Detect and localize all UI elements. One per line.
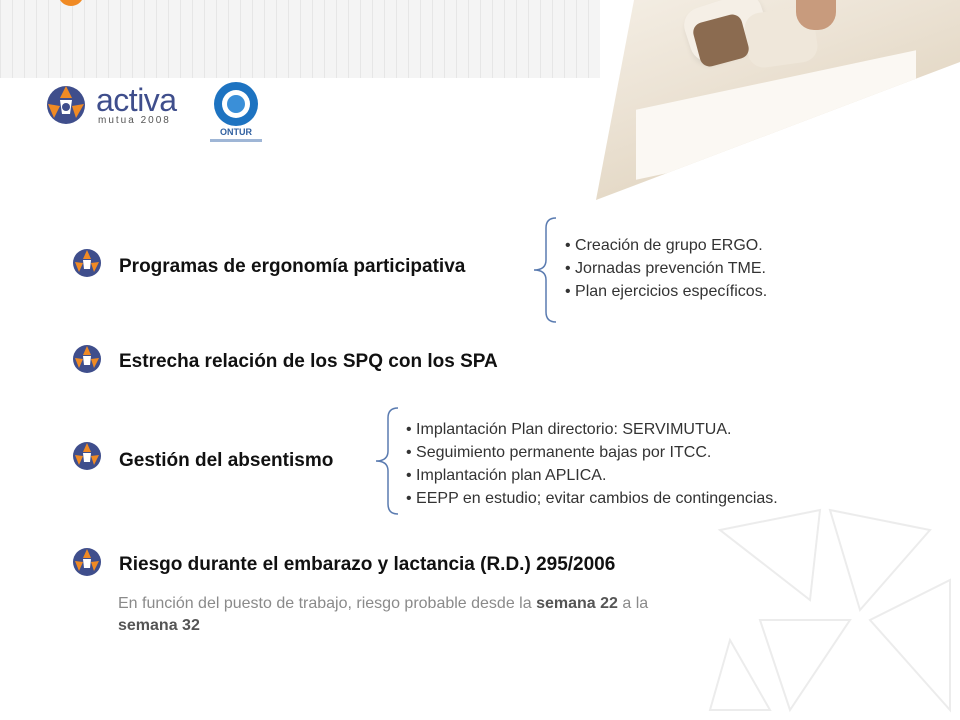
activa-logo <box>42 82 192 128</box>
ontur-logo-label: ONTUR <box>220 127 252 137</box>
section-heading: Programas de ergonomía participativa <box>119 256 466 277</box>
hero-bedroom-image <box>596 0 960 200</box>
section-heading: Estrecha relación de los SPQ con los SPA <box>119 351 498 372</box>
bullet-logo-icon <box>72 344 102 374</box>
list-item: • Plan ejercicios específicos. <box>565 280 767 303</box>
globe-icon <box>227 95 245 113</box>
ontur-logo-tagline <box>210 139 262 142</box>
section-sublist <box>565 234 767 303</box>
activa-logo-sub: mutua 2008 <box>98 115 171 126</box>
note-text: En función del puesto de trabajo, riesgo probable desde la <box>118 595 537 612</box>
hero-arm <box>796 0 836 30</box>
activa-logo-icon <box>42 84 90 126</box>
note-bold: semana 32 <box>118 617 200 634</box>
list-item: • EEPP en estudio; evitar cambios de contingencias. <box>406 487 778 510</box>
list-item: • Seguimiento permanente bajas por ITCC. <box>406 441 778 464</box>
activa-logo-name: activa <box>96 82 177 118</box>
note-bold: semana 22 <box>536 595 618 612</box>
hero-sheet <box>636 50 916 180</box>
ontur-logo <box>210 82 262 146</box>
bullet-logo-icon <box>72 248 102 278</box>
list-item: • Creación de grupo ERGO. <box>565 234 767 257</box>
bullet-logo-icon <box>72 547 102 577</box>
list-item: • Implantación Plan directorio: SERVIMUTUA. <box>406 418 778 441</box>
brace-icon <box>372 406 402 516</box>
brace-icon <box>530 216 560 324</box>
list-item: • Implantación plan APLICA. <box>406 464 778 487</box>
list-item: • Jornadas prevención TME. <box>565 257 767 280</box>
section-heading: Riesgo durante el embarazo y lactancia (R.D.) 295/2006 <box>119 554 616 575</box>
embarazo-note <box>118 593 818 637</box>
note-text: a la <box>617 595 649 612</box>
bullet-logo-icon <box>72 441 102 471</box>
header-band <box>0 0 600 78</box>
section-heading: Gestión del absentismo <box>119 450 334 471</box>
section-sublist <box>406 418 778 510</box>
